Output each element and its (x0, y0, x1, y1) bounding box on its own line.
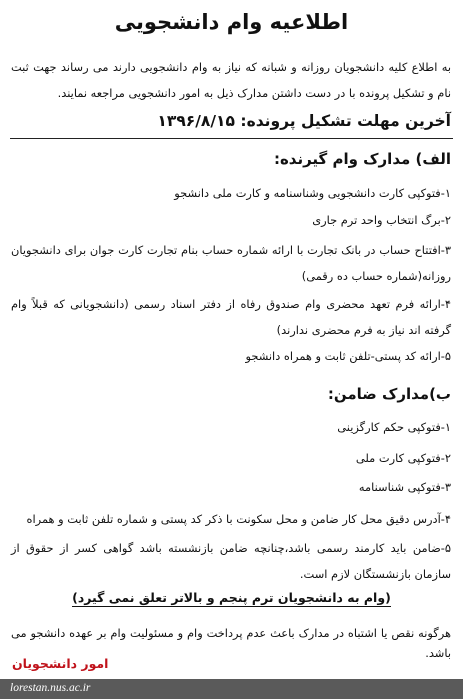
section-a-item-5: ۵-ارائه کد پستی-تلفن ثابت و همراه دانشجو (245, 349, 451, 363)
section-b-item-3: ۳-فتوکپی شناسنامه (358, 480, 451, 494)
office-signature: امور دانشجویان (12, 656, 109, 671)
footer-bar (0, 679, 463, 699)
eligibility-note-text: (وام به دانشجویان ترم پنجم و بالاتر تعلق نمی گیرد) (72, 590, 391, 605)
eligibility-note (0, 590, 463, 605)
section-a-heading: الف) مدارک وام گیرنده: (273, 150, 451, 168)
section-a-item-2: ۲-برگ انتخاب واحد ترم جاری (312, 213, 451, 227)
deadline-heading: آخرین مهلت تشکیل پرونده: ۱۳۹۶/۸/۱۵ (157, 112, 451, 130)
section-a-item-1: ۱-فتوکپی کارت دانشجویی وشناسنامه و کارت ملی دانشجو (174, 186, 451, 200)
section-b-item-4: ۴-آدرس دقیق محل کار ضامن و محل سکونت با ذکر کد پستی و شماره تلفن ثابت و همراه (26, 512, 451, 526)
responsibility-note: هرگونه نقص یا اشتباه در مدارک باعث عدم پرداخت وام و مسئولیت وام بر عهده دانشجو می باشد. (11, 626, 451, 660)
intro-paragraph: به اطلاع کلیه دانشجویان روزانه و شبانه که نیاز به وام دانشجویی دارند می رساند جهت ثبت نام و تشکیل پرونده با در دست داشتن مدارک ذیل به امور دانشجویی مراجعه نمایند. (11, 60, 451, 100)
section-b-item-5: ۵-ضامن باید کارمند رسمی باشد،چنانچه ضامن بازنشسته باشد گواهی کسر از حقوق از سازمان بازنشستگان لازم است. (11, 541, 451, 581)
section-a-item-4: ۴-ارائه فرم تعهد محضری وام صندوق رفاه از دفتر اسناد رسمی (دانشجویانی که قبلاً وام گرفته اند نیاز به فرم محضری ندارند) (11, 297, 451, 337)
section-b-heading: ب)مدارک ضامن: (327, 385, 451, 403)
page-title: اطلاعیه وام دانشجویی (114, 10, 349, 34)
section-b-item-1: ۱-فتوکپی حکم کارگزینی (337, 420, 451, 434)
section-a-item-3: ۳-افتتاح حساب در بانک تجارت با ارائه شماره حساب بنام تجارت کارت جوان برای دانشجویان روزانه(شماره حساب ده رقمی) (11, 243, 451, 283)
deadline-underline (10, 138, 453, 139)
website-url: lorestan.nus.ac.ir (10, 682, 91, 694)
section-b-item-2: ۲-فتوکپی کارت ملی (355, 451, 451, 465)
